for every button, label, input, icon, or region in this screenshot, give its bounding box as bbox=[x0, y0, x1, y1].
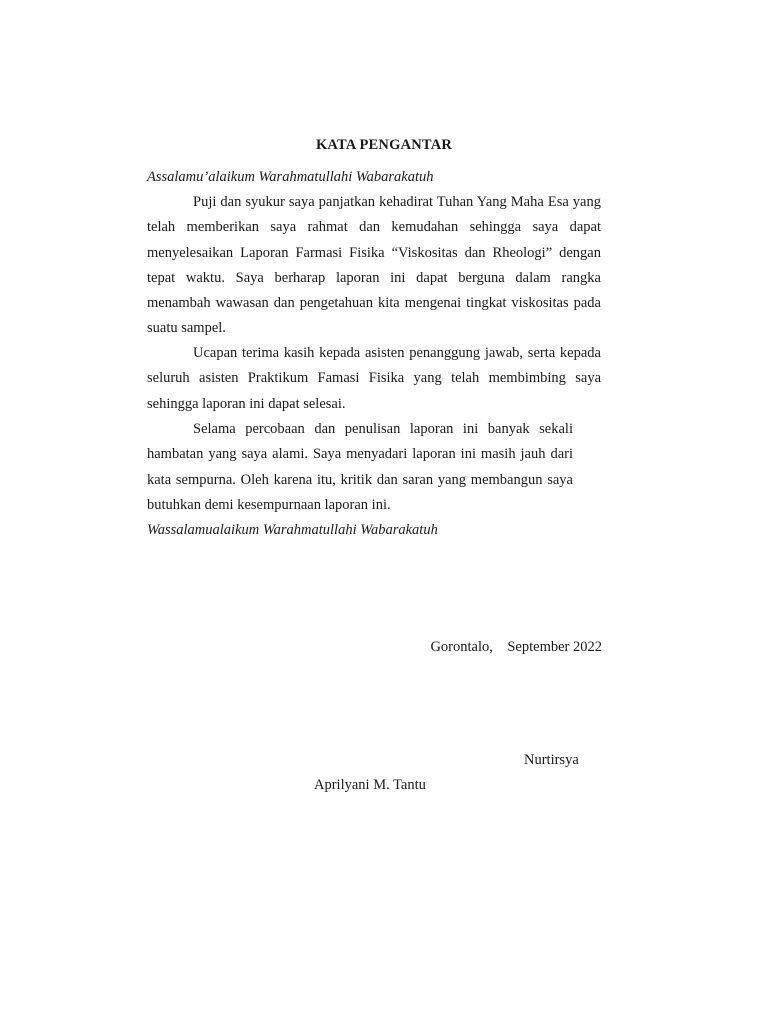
paragraph-1: Puji dan syukur saya panjatkan kehadirat Tuhan Yang Maha Esa yang telah memberikan saya rahmat dan kemudahan sehingga saya dapat menyelesaikan Laporan Farmasi Fisika “Viskositas dan Rheologi” dengan tepat waktu. Saya berharap laporan ini dapat berguna dalam rangka menambah wawasan dan pengetahuan kita mengenai tingkat viskositas pada suatu sampel. bbox=[147, 194, 601, 337]
opening-greeting: Assalamu’alaikum Warahmatullahi Wabarakatuh bbox=[147, 169, 434, 185]
paragraph-block-2 bbox=[147, 341, 601, 417]
page-title: KATA PENGANTAR bbox=[315, 137, 453, 153]
signature-name-line-1: Nurtirsya bbox=[524, 752, 579, 768]
paragraph-block-3 bbox=[147, 417, 573, 518]
signature-name-line-2: Aprilyani M. Tantu bbox=[314, 777, 426, 793]
closing-greeting: Wassalamualaikum Warahmatullahi Wabarakatuh bbox=[147, 522, 438, 538]
paragraph-3: Selama percobaan dan penulisan laporan ini banyak sekali hambatan yang saya alami. Saya menyadari laporan ini masih jauh dari kata sempurna. Oleh karena itu, kritik dan saran yang membangun saya butuhkan demi kesempurnaan laporan ini. bbox=[147, 421, 573, 513]
place-and-date: Gorontalo, September 2022 bbox=[430, 639, 602, 655]
paragraph-block-1 bbox=[147, 190, 601, 342]
paragraph-2: Ucapan terima kasih kepada asisten penanggung jawab, serta kepada seluruh asisten Praktikum Famasi Fisika yang telah membimbing saya sehingga laporan ini dapat selesai. bbox=[147, 345, 601, 412]
